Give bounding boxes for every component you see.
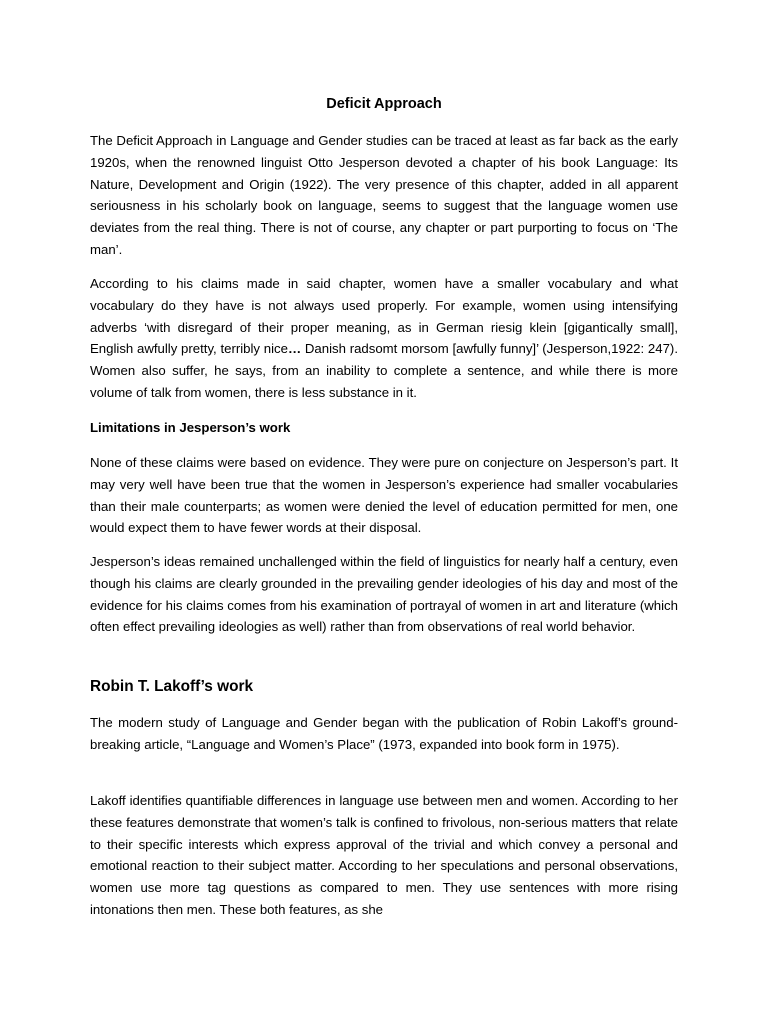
subheading-limitations: Limitations in Jesperson’s work — [90, 420, 291, 435]
paragraph-unchallenged: Jesperson’s ideas remained unchallenged within the field of linguistics for nearly half a century, even though his claims are clearly grounded in the prevailing gender ideologies of his day and most of the evidence for his claims comes from his examination of portrayal of women in art and literature (which often effect prevailing ideologies as well) rather than from observations of real world behavior. — [90, 554, 678, 635]
paragraph-no-evidence: None of these claims were based on evidence. They were pure on conjecture on Jesperson’s part. It may very well have been true that the women in Jesperson’s experience had smaller vocabularies than their male counterparts; as women were denied the level of education permitted for men, one would expect them to have fewer words at their disposal. — [90, 455, 678, 536]
paragraph-lakoff-features: Lakoff identifies quantifiable differences in language use between men and women. According to her these features demonstrate that women’s talk is confined to frivolous, non-serious matters that relate to their specific interests which express approval of the trivial and which convey a personal and emotional reaction to their subject matter. According to her speculations and personal observations, women use more tag questions as compared to men. They use sentences with more rising intonations then men. These both features, as she — [90, 793, 678, 917]
paragraph-text-part: According to his claims made in said chapter, women have a smaller vocabulary and what vocabulary do they have is not always used properly. For example, women using intensifying adverbs ‘with disregard of their proper meaning, as in German riesig klein [gigantically small], English awfully pretty, terribly nice — [90, 276, 678, 357]
paragraph-jesperson-claims — [90, 273, 678, 404]
paragraph-text-part: Danish radsomt morsom [awfully funny]’ (Jesperson,1922: 247). Women also suffer, he says, from an inability to complete a sentence, and while there is more volume of talk from women, there is less substance in it. — [90, 341, 678, 400]
paragraph-modern-study: The modern study of Language and Gender began with the publication of Robin Lakoff’s ground-breaking article, “Language and Women’s Place” (1973, expanded into book form in 1975). — [90, 715, 678, 752]
ellipsis: … — [287, 341, 302, 357]
paragraph-intro: The Deficit Approach in Language and Gender studies can be traced at least as far back as the early 1920s, when the renowned linguist Otto Jesperson devoted a chapter of his book Language: Its Nature, Development and Origin (1922). The very presence of this chapter, added in all apparent seriousness in his scholarly book on language, seems to suggest that the language women use deviates from the real thing. There is not of course, any chapter or part purporting to focus on ‘The man’. — [90, 133, 678, 257]
heading-lakoff: Robin T. Lakoff’s work — [90, 678, 254, 695]
page-title: Deficit Approach — [326, 96, 442, 112]
